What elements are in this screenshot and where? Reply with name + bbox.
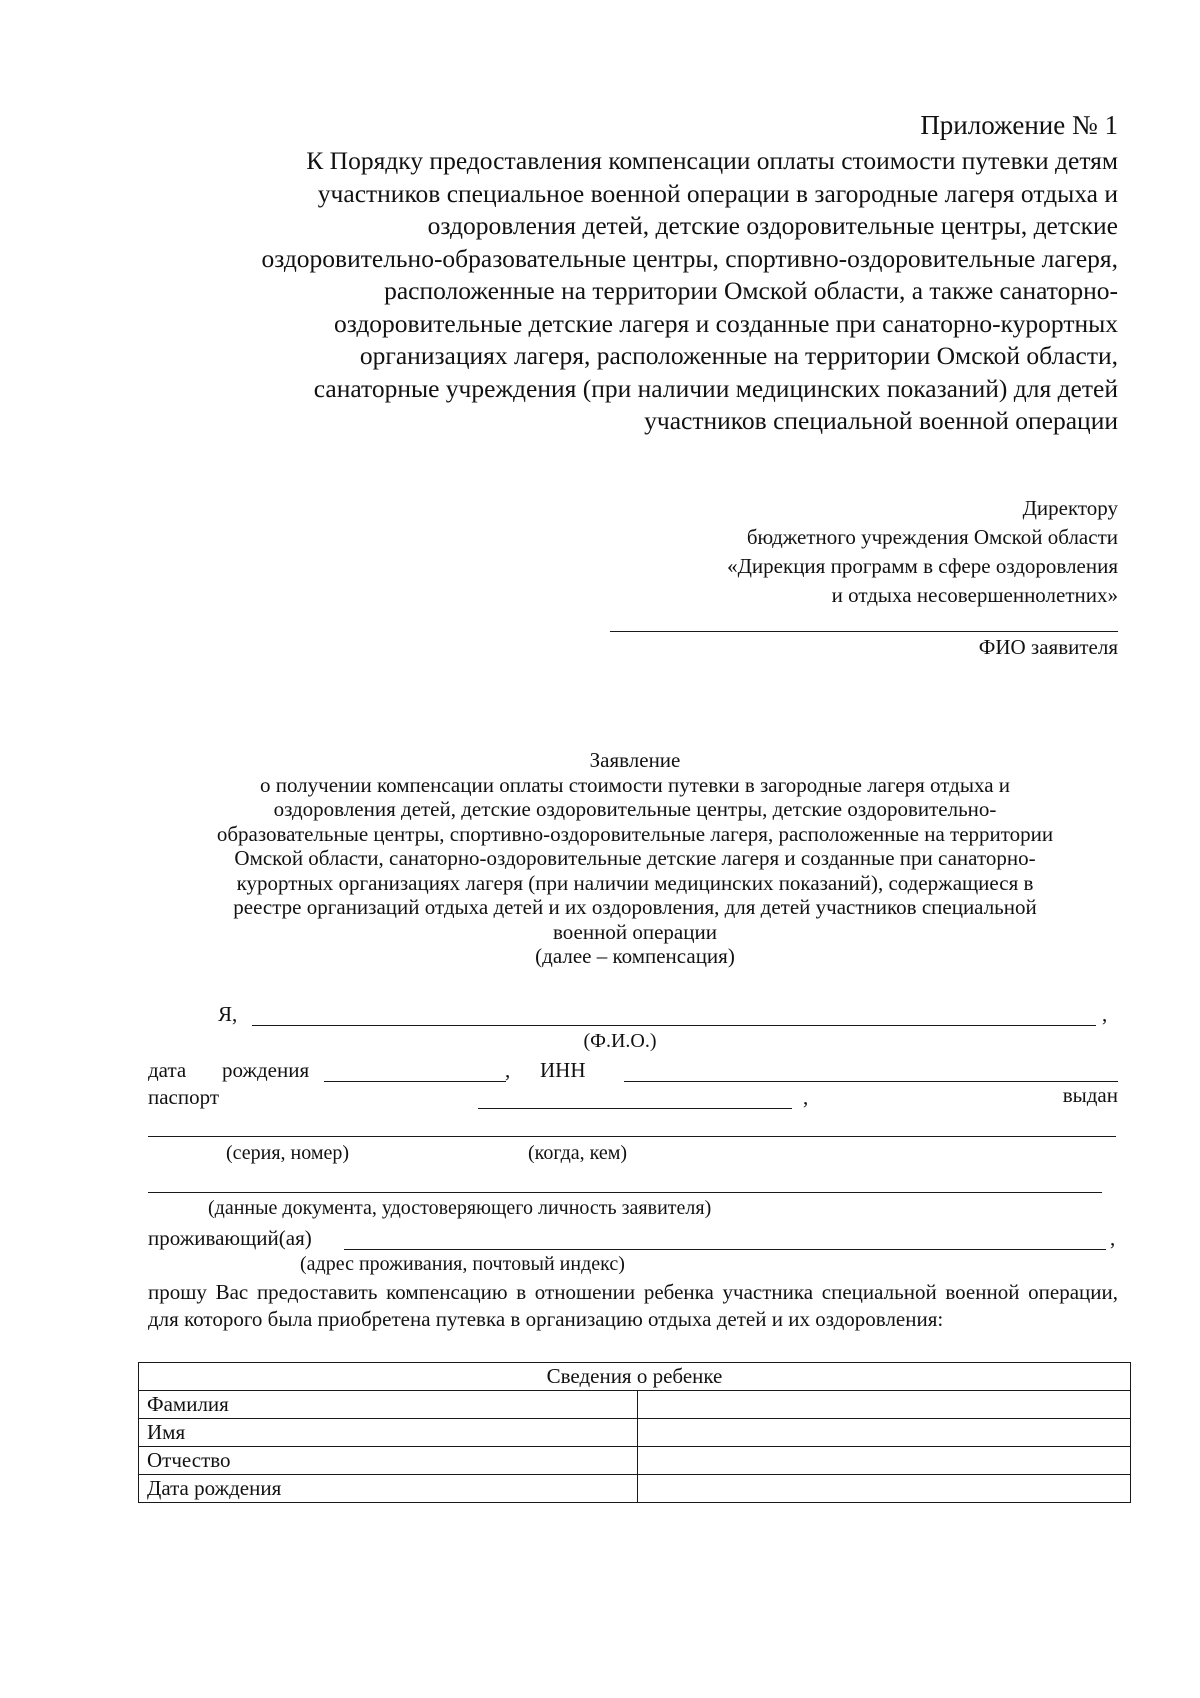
addressee-line: «Дирекция программ в сфере оздоровления — [727, 554, 1118, 578]
appendix-label: Приложение № 1 — [920, 110, 1118, 140]
address-comma: , — [1110, 1226, 1116, 1250]
i-label: Я, — [218, 1002, 238, 1026]
series-caption: (серия, номер) — [226, 1142, 350, 1164]
request-paragraph: прошу Вас предоставить компенсацию в отношении ребенка участника специальной военной операции, для которого была приобретена путевка в организацию отдыха детей и их оздоровления: — [148, 1280, 1118, 1331]
applicant-name-field[interactable] — [610, 631, 1118, 632]
statement-subtitle-line: Омской области, санаторно-оздоровительные детские лагеря и созданные при санаторно- — [234, 846, 1036, 870]
passport-series-field[interactable] — [478, 1108, 792, 1109]
passport-label: паспорт — [148, 1085, 220, 1109]
inn-label: ИНН — [540, 1058, 586, 1082]
fio-comma: , — [1102, 1002, 1108, 1026]
address-field[interactable] — [344, 1249, 1106, 1250]
birth-date-field[interactable] — [324, 1081, 506, 1082]
row-label-surname: Фамилия — [139, 1391, 638, 1419]
table-header-row — [139, 1363, 1131, 1391]
birth-date-label-word2: рождения — [222, 1058, 310, 1082]
address-caption: (адрес проживания, почтовый индекс) — [300, 1253, 625, 1275]
birth-date-label-word1: дата — [148, 1058, 187, 1082]
resident-label: проживающий(ая) — [148, 1226, 312, 1250]
birth-date-value-cell[interactable] — [638, 1475, 1131, 1503]
applicant-name-caption: ФИО заявителя — [978, 635, 1118, 659]
fio-caption: (Ф.И.О.) — [583, 1030, 657, 1052]
order-title-line: К Порядку предоставления компенсации оплаты стоимости путевки детям — [306, 146, 1118, 175]
statement-subtitle-line: о получении компенсации оплаты стоимости путевки в загородные лагеря отдыха и — [259, 772, 1011, 797]
addressee-block — [418, 494, 1118, 610]
name-value-cell[interactable] — [638, 1419, 1131, 1447]
document-caption: (данные документа, удостоверяющего личность заявителя) — [208, 1197, 712, 1219]
issued-label: выдан — [1062, 1083, 1118, 1107]
row-label-name: Имя — [139, 1419, 638, 1447]
child-info-table — [138, 1362, 1131, 1503]
row-label-patronymic: Отчество — [139, 1447, 638, 1475]
surname-value-cell[interactable] — [638, 1391, 1131, 1419]
document-data-field[interactable] — [148, 1192, 1102, 1193]
statement-subtitle-line: (далее – компенсация) — [535, 944, 735, 968]
passport-comma: , — [803, 1085, 809, 1109]
table-header: Сведения о ребенке — [139, 1363, 1131, 1391]
order-title-line: оздоровительные детские лагеря и созданные при санаторно-курортных — [333, 308, 1118, 338]
when-caption: (когда, кем) — [528, 1142, 628, 1164]
order-title — [118, 145, 1118, 438]
order-title-line: оздоровительно-образовательные центры, спортивно-оздоровительные лагеря, — [261, 243, 1118, 273]
statement-subtitle-line: реестре организаций отдыха детей и их оздоровления, для детей участников специальной — [233, 895, 1037, 919]
table-row — [139, 1475, 1131, 1503]
inn-field[interactable] — [624, 1081, 1118, 1082]
table-row — [139, 1447, 1131, 1475]
order-title-line: организациях лагеря, расположенные на территории Омской области, — [359, 341, 1118, 370]
statement-title: Заявление — [589, 748, 681, 772]
passport-issuer-field[interactable] — [148, 1136, 1116, 1137]
addressee-line: и отдыха несовершеннолетних» — [831, 583, 1118, 607]
statement-heading — [150, 748, 1120, 969]
statement-subtitle-line: курортных организациях лагеря (при наличии медицинских показаний), содержащиеся в — [236, 870, 1034, 895]
addressee-line: бюджетного учреждения Омской области — [746, 525, 1118, 549]
order-title-line: участников специальной военной операции — [644, 406, 1118, 435]
birth-date-comma: , — [505, 1058, 511, 1082]
statement-subtitle-line: военной операции — [553, 919, 717, 944]
order-title-line: санаторные учреждения (при наличии медицинских показаний) для детей — [313, 373, 1118, 403]
table-row — [139, 1419, 1131, 1447]
fio-field[interactable] — [252, 1025, 1096, 1026]
order-title-line: участников специальное военной операции в загородные лагеря отдыха и — [317, 178, 1118, 208]
table-row — [139, 1391, 1131, 1419]
order-title-line: оздоровления детей, детские оздоровительные центры, детские — [427, 211, 1118, 240]
statement-subtitle-line: оздоровления детей, детские оздоровительные центры, детские оздоровительно- — [273, 797, 997, 821]
statement-subtitle-line: образовательные центры, спортивно-оздоровительные лагеря, расположенные на территории — [216, 821, 1054, 846]
order-title-line: расположенные на территории Омской области, а также санаторно- — [384, 276, 1118, 305]
row-label-birth-date: Дата рождения — [139, 1475, 638, 1503]
patronymic-value-cell[interactable] — [638, 1447, 1131, 1475]
addressee-line: Директору — [1022, 496, 1118, 520]
